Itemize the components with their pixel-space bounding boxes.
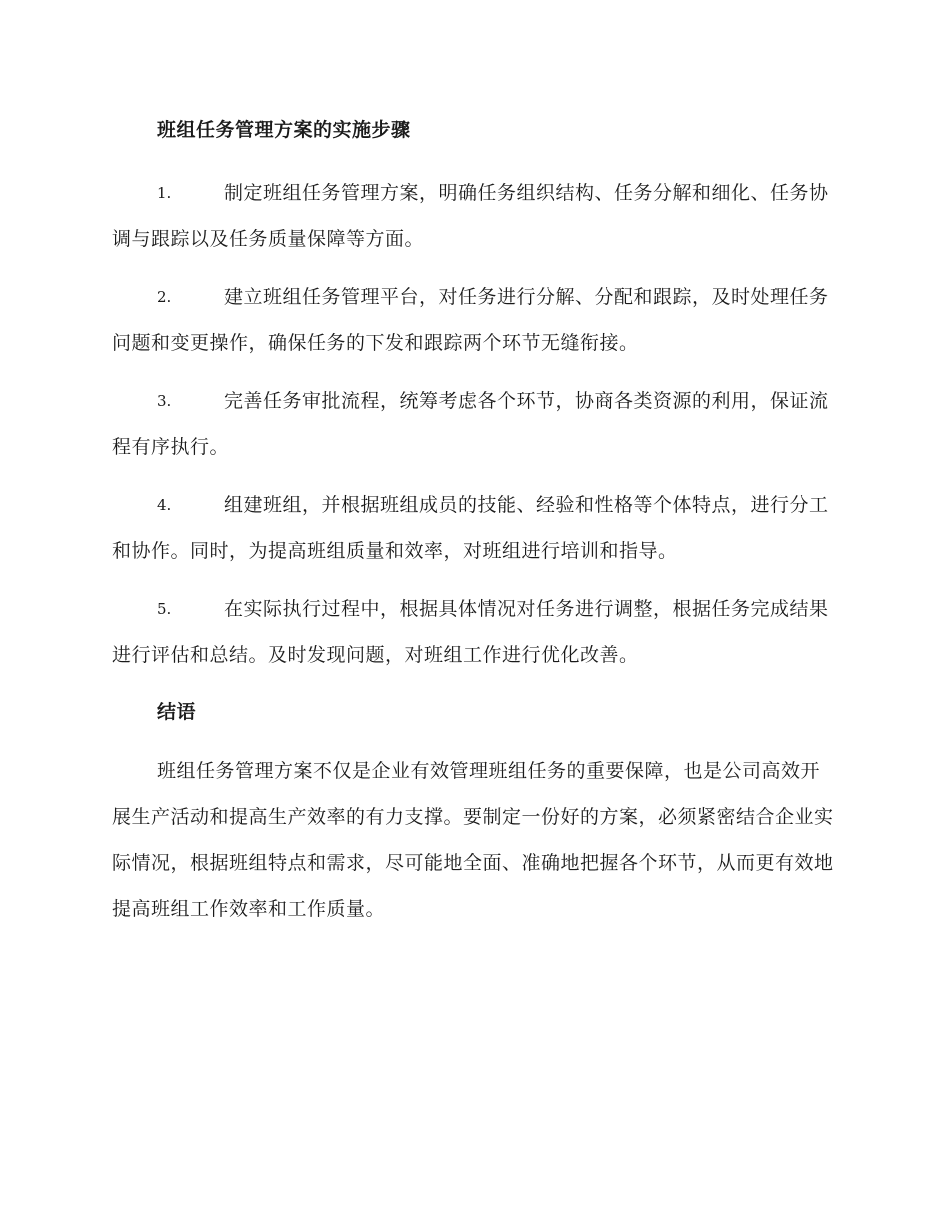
list-item-text: 制定班组任务管理方案，明确任务组织结构、任务分解和细化、任务协调与跟踪以及任务质量保障等方面。 [112, 182, 829, 250]
list-item-number: 1. [157, 184, 172, 202]
list-item [112, 170, 834, 262]
list-item-number: 2. [157, 288, 172, 306]
list-item-number: 3. [157, 392, 172, 410]
section-heading-conclusion: 结语 [157, 701, 197, 723]
section-heading-implementation-steps: 班组任务管理方案的实施步骤 [157, 119, 411, 141]
list-item-text: 在实际执行过程中，根据具体情况对任务进行调整，根据任务完成结果进行评估和总结。及时发现问题，对班组工作进行优化改善。 [112, 598, 829, 666]
list-item-text: 建立班组任务管理平台，对任务进行分解、分配和跟踪，及时处理任务问题和变更操作，确保任务的下发和跟踪两个环节无缝衔接。 [112, 286, 829, 354]
list-item [112, 482, 834, 574]
list-item-text: 完善任务审批流程，统筹考虑各个环节，协商各类资源的利用，保证流程有序执行。 [112, 390, 829, 458]
list-item-number: 4. [157, 496, 172, 514]
list-item-text: 组建班组，并根据班组成员的技能、经验和性格等个体特点，进行分工和协作。同时，为提高班组质量和效率，对班组进行培训和指导。 [112, 494, 829, 562]
list-item [112, 378, 834, 470]
document-body [112, 112, 834, 932]
list-item [112, 274, 834, 366]
list-item [112, 586, 834, 678]
list-item-number: 5. [157, 600, 172, 618]
conclusion-paragraph: 班组任务管理方案不仅是企业有效管理班组任务的重要保障，也是公司高效开展生产活动和提高生产效率的有力支撑。要制定一份好的方案，必须紧密结合企业实际情况，根据班组特点和需求，尽可能地全面、准确地把握各个环节，从而更有效地提高班组工作效率和工作质量。 [112, 760, 834, 920]
